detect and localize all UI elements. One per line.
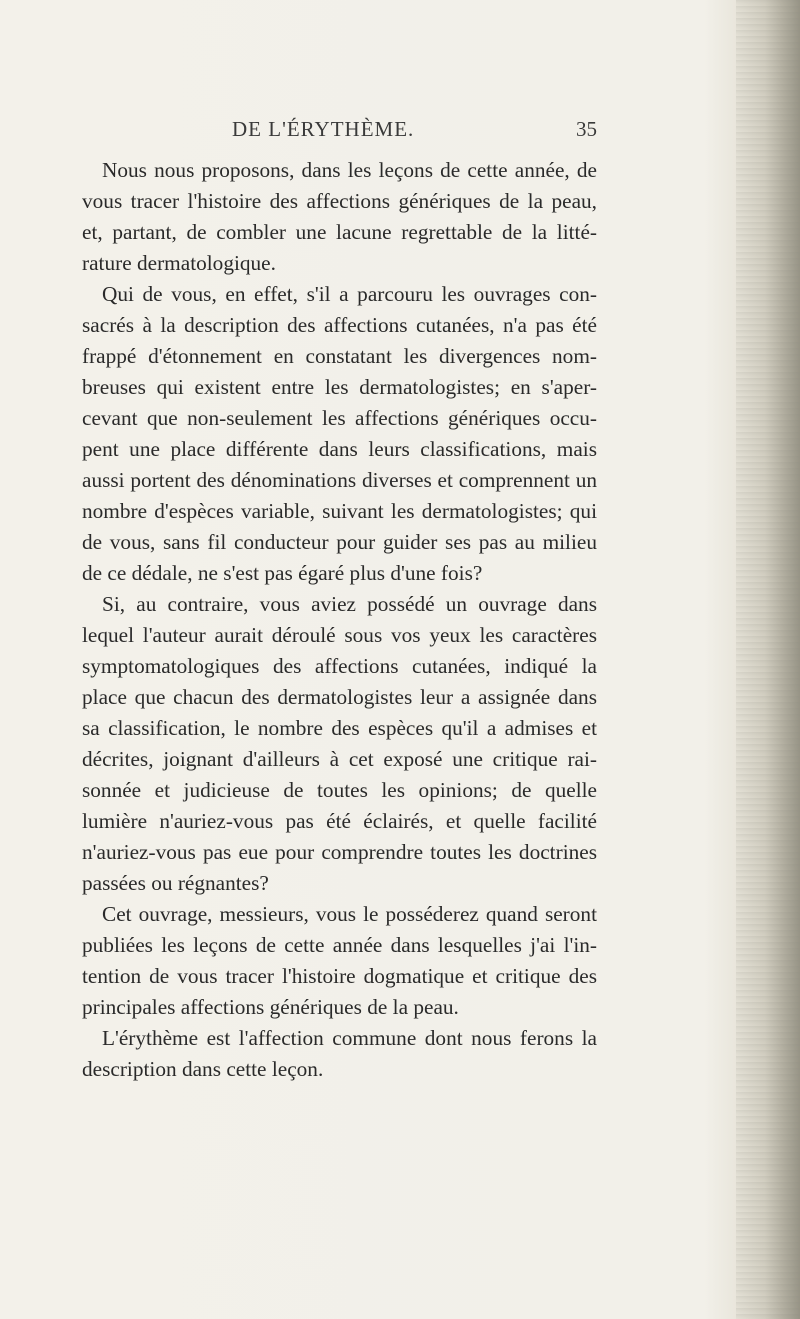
page-number: 35	[576, 117, 597, 141]
page-edge-binding	[736, 0, 800, 1319]
paragraph-2: Qui de vous, en effet, s'il a parcouru les ouvrages con-sacrés à la description des affections cutanées, n'a pas été frappé d'étonnement en constatant les divergences nom-breuses qui existent entre les dermatologistes; en s'aper-cevant que non-seulement les affections génériques occu-pent une place différente dans leurs classifications, mais aussi portent des dénominations diverses et comprennent un nombre d'espèces variable, suivant les dermatologistes; qui de vous, sans fil conducteur pour guider ses pas au milieu de ce dédale, ne s'est pas égaré plus d'une fois?	[82, 282, 597, 585]
running-title: DE L'ÉRYTHÈME.	[232, 117, 415, 141]
paragraph-1: Nous nous proposons, dans les leçons de cette année, de vous tracer l'histoire des affections génériques de la peau, et, partant, de combler une lacune regrettable de la litté-rature dermatologique.	[82, 158, 597, 275]
running-head	[82, 117, 597, 147]
body-text	[82, 155, 597, 1085]
paragraph-3: Si, au contraire, vous aviez possédé un ouvrage dans lequel l'auteur aurait déroulé sous vos yeux les caractères symptomatologiques des affections cutanées, indiqué la place que chacun des dermatologistes leur a assignée dans sa classification, le nombre des espèces qu'il a admises et décrites, joignant d'ailleurs à cet exposé une critique rai-sonnée et judicieuse de toutes les opinions; de quelle lumière n'auriez-vous pas été éclairés, et quelle facilité n'auriez-vous pas eue pour comprendre toutes les doctrines passées ou régnantes?	[82, 592, 597, 895]
paragraph-4: Cet ouvrage, messieurs, vous le posséderez quand seront publiées les leçons de cette année dans lesquelles j'ai l'in-tention de vous tracer l'histoire dogmatique et critique des principales affections génériques de la peau.	[82, 902, 597, 1019]
paragraph-5: L'érythème est l'affection commune dont nous ferons la description dans cette leçon.	[82, 1026, 597, 1081]
